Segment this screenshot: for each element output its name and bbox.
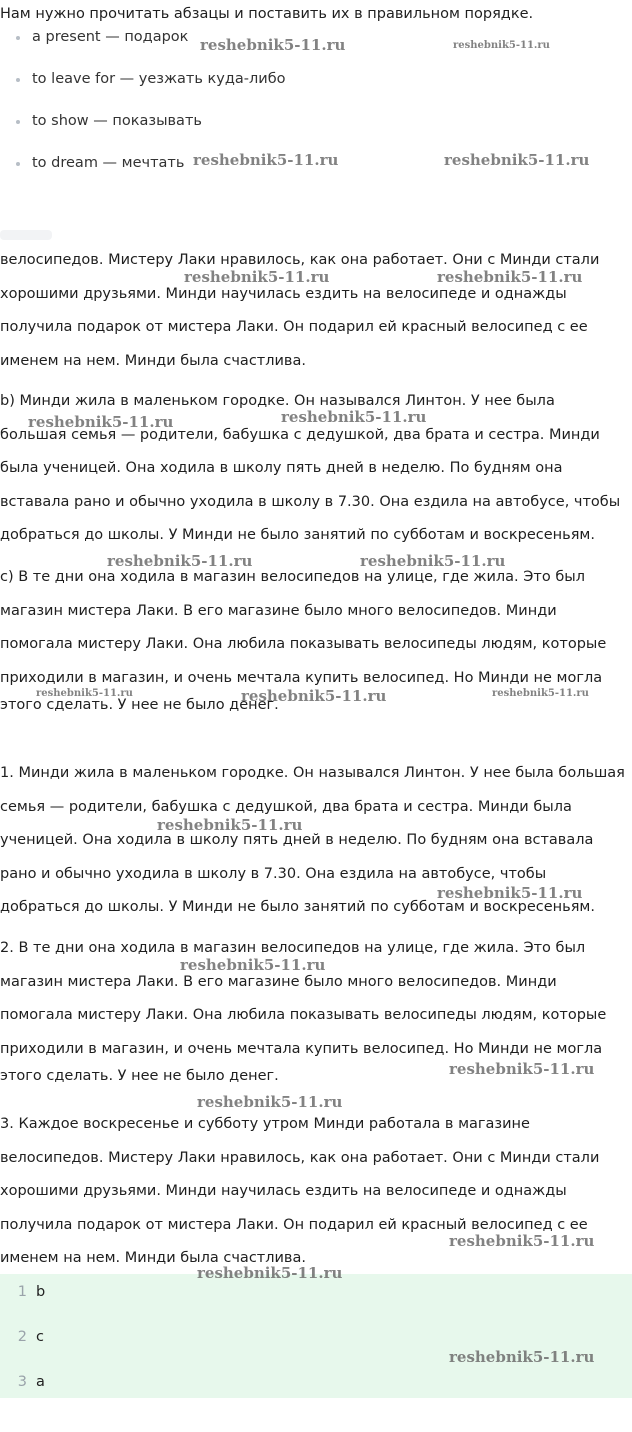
watermark: reshebnik5-11.ru [449, 1348, 595, 1366]
passage-line: помогала мистеру Лаки. Она любила показывать велосипеды людям, которые [0, 636, 607, 653]
watermark: reshebnik5-11.ru [449, 1060, 595, 1078]
watermark: reshebnik5-11.ru [449, 1232, 595, 1250]
passage-line: получила подарок от мистера Лаки. Он подарил ей красный велосипед с ее [0, 319, 588, 336]
ordered-line: 1. Минди жила в маленьком городке. Он назывался Линтон. У нее была большая [0, 765, 625, 781]
ordered-line: помогала мистеру Лаки. Она любила показывать велосипеды людям, которые [0, 1007, 607, 1024]
watermark: reshebnik5-11.ru [281, 408, 427, 426]
intro-text: Нам нужно прочитать абзацы и поставить их в правильном порядке. [0, 6, 534, 22]
ordered-line: этого сделать. У нее не было денег. [0, 1068, 279, 1085]
vocab-item: to dream — мечтать [14, 148, 286, 190]
watermark: reshebnik5-11.ru [184, 268, 330, 286]
passage-line: хорошими друзьями. Минди научилась ездить на велосипеде и однажды [0, 285, 567, 302]
ordered-line: 3. Каждое воскресенье и субботу утром Минди работала в магазине [0, 1116, 530, 1132]
passage-a [0, 244, 632, 378]
ordered-line: магазин мистера Лаки. В его магазине было много велосипедов. Минди [0, 973, 557, 990]
answer-number: 2 [17, 1329, 27, 1345]
ordered-line: приходили в магазин, и очень мечтала купить велосипед. Но Минди не могла [0, 1040, 603, 1057]
answer-value: c [36, 1329, 44, 1345]
watermark: reshebnik5-11.ru [200, 36, 346, 54]
passage-line: этого сделать. У нее не было денег. [0, 697, 279, 714]
passage-line: добраться до школы. У Минди не было занятий по субботам и воскресеньям. [0, 527, 595, 544]
watermark: reshebnik5-11.ru [492, 688, 589, 699]
watermark: reshebnik5-11.ru [437, 268, 583, 286]
vocab-item: to show — показывать [14, 106, 286, 148]
watermark: reshebnik5-11.ru [197, 1093, 343, 1111]
passage-line: c) В те дни она ходила в магазин велосипедов на улице, где жила. Это был [0, 569, 585, 585]
answer-value: a [36, 1374, 45, 1390]
passage-line: вставала рано и обычно уходила в школу в 7.30. Она ездила на автобусе, чтобы [0, 493, 621, 510]
answer-number: 1 [17, 1284, 27, 1300]
watermark: reshebnik5-11.ru [444, 151, 590, 169]
cropped-image-stub [0, 230, 52, 240]
watermark: reshebnik5-11.ru [28, 413, 174, 431]
answer-list [0, 1274, 632, 1398]
watermark: reshebnik5-11.ru [107, 552, 253, 570]
ordered-line: именем на нем. Минди была счастлива. [0, 1250, 306, 1267]
ordered-line: добраться до школы. У Минди не было занятий по субботам и воскресеньям. [0, 899, 595, 916]
watermark: reshebnik5-11.ru [36, 688, 133, 699]
passage-line: большая семья — родители, бабушка с дедушкой, два брата и сестра. Минди [0, 426, 600, 443]
ordered-paragraph-3 [0, 1108, 632, 1276]
watermark: reshebnik5-11.ru [453, 40, 550, 51]
ordered-line: получила подарок от мистера Лаки. Он подарил ей красный велосипед с ее [0, 1216, 588, 1233]
passage-line: именем на нем. Минди была счастлива. [0, 352, 306, 369]
ordered-line: рано и обычно уходила в школу в 7.30. Она ездила на автобусе, чтобы [0, 865, 547, 882]
vocab-item: a present — подарок [14, 22, 286, 64]
watermark: reshebnik5-11.ru [360, 552, 506, 570]
passage-line: была ученицей. Она ходила в школу пять дней в неделю. По будням она [0, 460, 563, 477]
passage-line: b) Минди жила в маленьком городке. Он назывался Линтон. У нее была [0, 393, 555, 409]
passage-line: магазин мистера Лаки. В его магазине было много велосипедов. Минди [0, 602, 557, 619]
watermark: reshebnik5-11.ru [197, 1264, 343, 1282]
watermark: reshebnik5-11.ru [180, 956, 326, 974]
passage-line: велосипедов. Мистеру Лаки нравилось, как она работает. Они с Минди стали [0, 252, 600, 268]
ordered-line: хорошими друзьями. Минди научилась ездить на велосипеде и однажды [0, 1183, 567, 1200]
answer-value: b [36, 1284, 46, 1300]
ordered-line: ученицей. Она ходила в школу пять дней в неделю. По будням она вставала [0, 832, 594, 849]
vocab-item: to leave for — уезжать куда-либо [14, 64, 286, 106]
watermark: reshebnik5-11.ru [437, 884, 583, 902]
ordered-line: семья — родители, бабушка с дедушкой, два брата и сестра. Минди была [0, 798, 572, 815]
ordered-line: велосипедов. Мистеру Лаки нравилось, как она работает. Они с Минди стали [0, 1149, 600, 1166]
watermark: reshebnik5-11.ru [193, 151, 339, 169]
passage-line: приходили в магазин, и очень мечтала купить велосипед. Но Минди не могла [0, 669, 603, 686]
watermark: reshebnik5-11.ru [241, 687, 387, 705]
answer-number: 3 [17, 1374, 27, 1390]
watermark: reshebnik5-11.ru [157, 816, 303, 834]
ordered-line: 2. В те дни она ходила в магазин велосипедов на улице, где жила. Это был [0, 940, 586, 956]
